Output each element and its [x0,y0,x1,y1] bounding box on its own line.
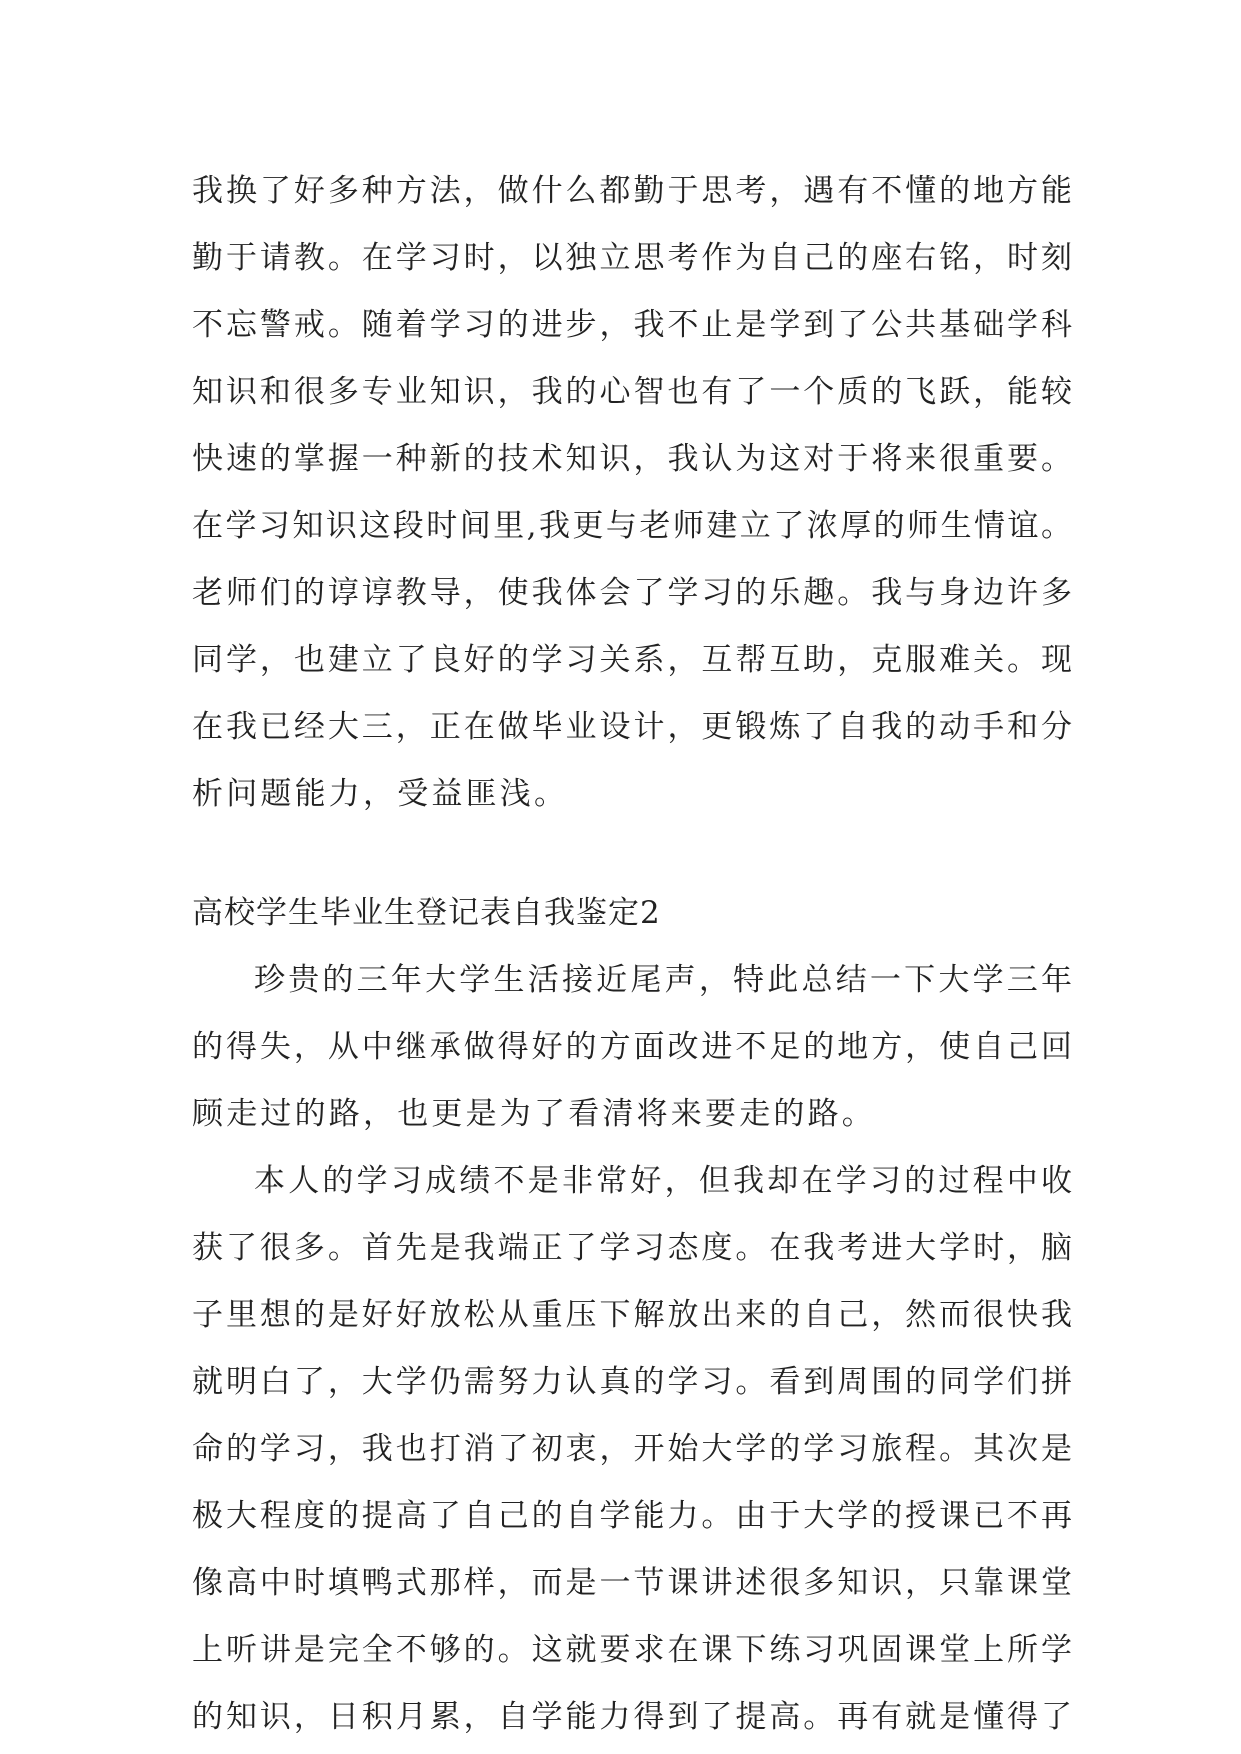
text-line: 珍贵的三年大学生活接近尾声，特此总结一下大学三年 [254,962,1072,998]
text-line: 不忘警戒。随着学习的进步，我不止是学到了公共基础学科 [192,307,1072,343]
text-line: 知识和很多专业知识，我的心智也有了一个质的飞跃，能较 [192,374,1072,410]
text-line: 上听讲是完全不够的。这就要求在课下练习巩固课堂上所学 [192,1632,1072,1668]
text-line: 命的学习，我也打消了初衷，开始大学的学习旅程。其次是 [192,1431,1072,1467]
text-line: 子里想的是好好放松从重压下解放出来的自己，然而很快我 [192,1297,1072,1333]
text-line: 在学习知识这段时间里,我更与老师建立了浓厚的师生情谊。 [192,508,1072,544]
document-body [192,158,1072,1751]
paragraph-continued [192,158,1072,828]
text-line: 顾走过的路，也更是为了看清将来要走的路。 [192,1096,876,1132]
section-heading: 高校学生毕业生登记表自我鉴定2 [192,895,661,931]
text-line: 析问题能力，受益匪浅。 [192,776,569,812]
text-line: 的得失，从中继承做得好的方面改进不足的地方，使自己回 [192,1029,1072,1065]
text-line: 的知识，日积月累，自学能力得到了提高。再有就是懂得了 [192,1699,1072,1735]
text-line: 我换了好多种方法，做什么都勤于思考，遇有不懂的地方能 [192,173,1072,209]
text-line: 老师们的谆谆教导，使我体会了学习的乐趣。我与身边许多 [192,575,1072,611]
text-line: 本人的学习成绩不是非常好，但我却在学习的过程中收 [254,1163,1072,1199]
text-line: 勤于请教。在学习时，以独立思考作为自己的座右铭，时刻 [192,240,1072,276]
section-spacer [192,828,1072,880]
text-line: 同学，也建立了良好的学习关系，互帮互助，克服难关。现 [192,642,1072,678]
text-line: 就明白了，大学仍需努力认真的学习。看到周围的同学们拼 [192,1364,1072,1400]
text-line: 极大程度的提高了自己的自学能力。由于大学的授课已不再 [192,1498,1072,1534]
text-line: 获了很多。首先是我端正了学习态度。在我考进大学时，脑 [192,1230,1072,1266]
text-line: 像高中时填鸭式那样，而是一节课讲述很多知识，只靠课堂 [192,1565,1072,1601]
paragraph-intro [192,947,1072,1148]
paragraph-study [192,1148,1072,1751]
text-line: 快速的掌握一种新的技术知识，我认为这对于将来很重要。 [192,441,1072,477]
text-line: 在我已经大三，正在做毕业设计，更锻炼了自我的动手和分 [192,709,1072,745]
